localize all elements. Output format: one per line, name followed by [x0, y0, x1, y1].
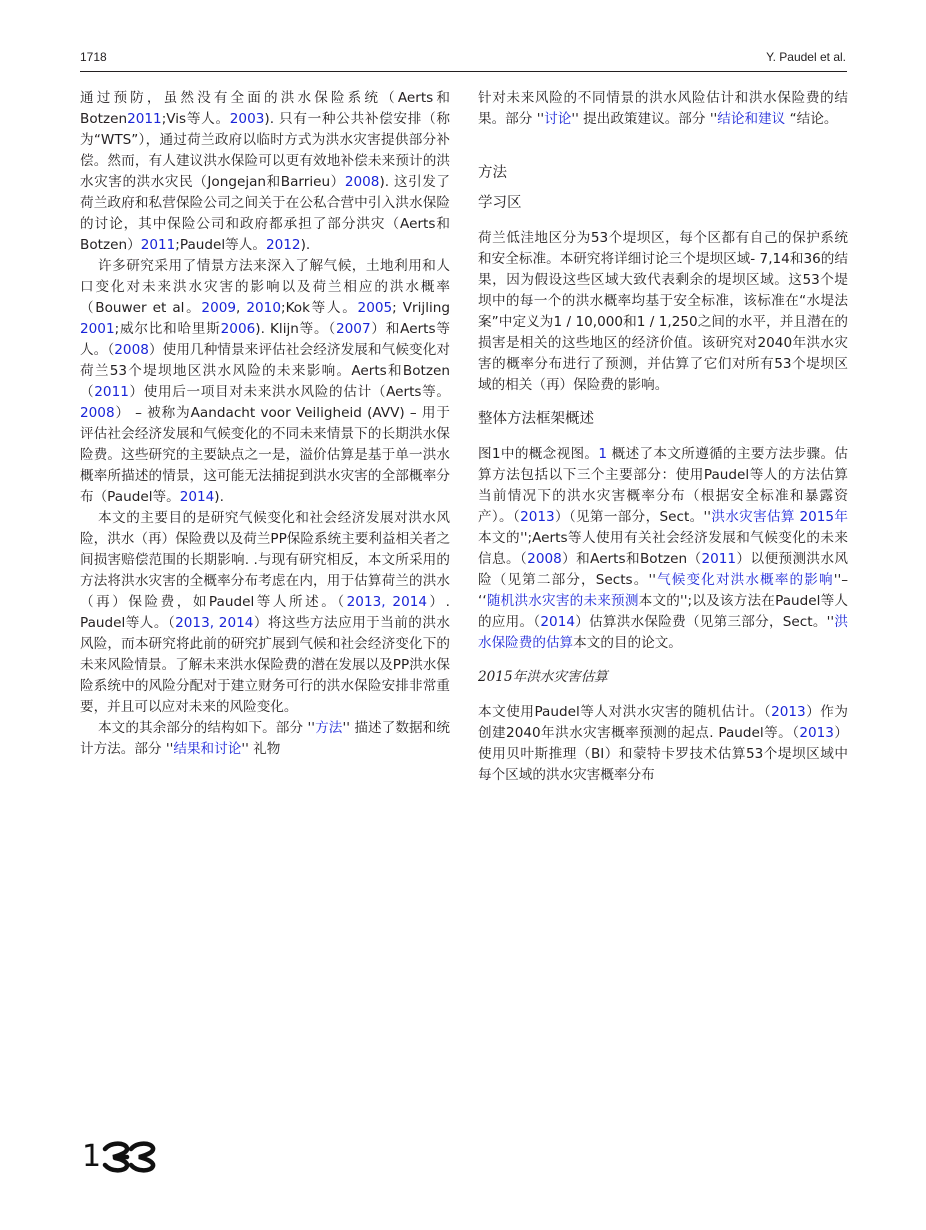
citation-link[interactable]: 2008 — [80, 405, 115, 421]
text-run: ）将这些方法应用于当前的洪水风险，而本研究将此前的研究扩展到气候和社会经济变化下的未来风险情景。了解未来洪水保险费的潜在发展以及PP洪水保险系统中的风险分配对于建立财务可行的洪水保险安排非常重要，并且可以应对未来的风险变化。 — [80, 615, 450, 715]
text-run: ）使用后一项目对未来洪水风险的估计（Aerts等。 — [128, 384, 450, 400]
text-run: ）. Paudel等人。（ — [80, 594, 450, 631]
citation-link[interactable]: 2008 — [114, 342, 149, 358]
text-run: 荷兰低洼地区分为53个堤坝区，每个区都有自己的保护系统和安全标准。本研究将详细讨论三个堤坝区域- 7,14和36的结果，因为假设这些区域大致代表剩余的堤坝区域。这53个堤坝中的每一个的洪水概率均基于安全标准，该标准在“水堤法案”中定义为1 / 10,000和1 / 1,250之间的水平，并且潜在的损害是相关的这些地区的经济价值。该研究对2040年洪水灾害的概率分布进行了预测，并估算了它们对所有53个堤坝区域的相关（再）保险费的影响。 — [478, 230, 848, 393]
citation-link[interactable]: 2009 — [201, 300, 237, 316]
text-run: 本文的其余部分的结构如下。部分 '' — [98, 720, 316, 736]
text-run: ;威尔比和哈里斯 — [114, 321, 221, 337]
text-run: ）使用几种情景来评估社会经济发展和气候变化对荷兰53个堤坝地区洪水风险的未来影响。Aerts和Botzen（ — [80, 342, 450, 400]
text-run: ）和Aerts和Botzen（ — [561, 551, 702, 567]
text-run: , — [236, 300, 247, 316]
text-run: ; Vrijling — [392, 300, 450, 316]
citation-link[interactable]: 洪水灾害估算 2015年 — [711, 509, 848, 525]
citation-link[interactable]: 2007 — [336, 321, 371, 337]
citation-link[interactable]: 2003 — [229, 111, 265, 127]
text-run: ）和Aerts等人。（ — [80, 321, 450, 358]
text-run: ）估算洪水保险费（见第三部分，Sect。'' — [575, 614, 835, 630]
citation-link[interactable]: 洪水保险费的估算 — [478, 614, 848, 651]
text-run: ）作为创建2040年洪水灾害概率预测的起点. Paudel等。（ — [478, 704, 849, 741]
paragraph-overview — [478, 444, 848, 654]
citation-link[interactable]: 随机洪水灾害的未来预测 — [486, 593, 639, 609]
citation-link[interactable]: 2013 — [771, 704, 806, 720]
citation-link[interactable]: 2001 — [80, 321, 115, 337]
header-rule — [80, 71, 847, 72]
citation-link[interactable]: 2011 — [701, 551, 737, 567]
citation-link[interactable]: 2010 — [246, 300, 281, 316]
section-heading-methods: 方法 — [478, 165, 507, 181]
citation-link[interactable]: 2011 — [127, 111, 162, 127]
citation-link[interactable]: 讨论 — [544, 111, 572, 127]
citation-link[interactable]: 2011 — [140, 237, 176, 253]
paragraph-main-objective — [80, 508, 450, 718]
subsection-heading-overview: 整体方法框架概述 — [478, 411, 594, 427]
text-run: ''– ‘‘ — [478, 572, 848, 609]
text-run: ;Kok等人。 — [280, 300, 358, 316]
paragraph-structure — [80, 718, 450, 760]
citation-link[interactable]: 2012 — [265, 237, 301, 253]
text-run: 本文使用Paudel等人对洪水灾害的随机估计。（ — [478, 704, 772, 720]
text-run: 许多研究采用了情景方法来深入了解气候，土地利用和人口变化对未来洪水灾害的影响以及荷兰相应的洪水概率（Bouwer et al。 — [80, 258, 450, 316]
paragraph-structure-continued — [478, 88, 848, 130]
citation-link[interactable]: 2008 — [344, 174, 380, 190]
text-run: 图1中的概念视图。 — [478, 446, 599, 462]
citation-link[interactable]: 2014 — [179, 489, 215, 505]
citation-link[interactable]: 气候变化对洪水概率的影响 — [655, 572, 834, 588]
text-run: ）使用贝叶斯推理（BI）和蒙特卡罗技术估算53个堤坝区域中每个区域的洪水灾害概率分布 — [478, 725, 848, 783]
text-run: ）以便预测洪水风险（见第二部分，Sects。'' — [478, 551, 849, 588]
text-run: '' 礼物 — [241, 741, 281, 757]
citation-link[interactable]: 2006 — [220, 321, 256, 337]
citation-link[interactable]: 2013, 2014 — [175, 615, 254, 631]
left-column — [80, 88, 450, 760]
publisher-logo — [82, 1140, 157, 1174]
citation-link[interactable]: 结论和建议 — [717, 111, 786, 127]
citation-link[interactable]: 结果和讨论 — [173, 741, 242, 757]
publisher-logo-23-glyph — [101, 1140, 157, 1174]
text-run: 本文的'';以及该方法在Paudel等人的应用。（ — [478, 593, 849, 630]
text-run: ). — [300, 237, 311, 253]
text-run: ;Vis等人。 — [161, 111, 230, 127]
text-run: ). Klijn等。（ — [255, 321, 336, 337]
publisher-logo-image: 1 — [82, 1139, 102, 1174]
text-run: 通过预防，虽然没有全面的洪水保险系统（Aerts和Botzen — [80, 90, 450, 127]
text-run: '' 描述了数据和统计方法。部分 '' — [80, 720, 450, 757]
citation-link[interactable]: 2013, 2014 — [346, 594, 428, 610]
text-run: ). 只有一种公共补偿安排（称为“WTS”），通过荷兰政府以临时方式为洪水灾害提供部分补偿。然而，有人建议洪水保险可以更有效地补偿未来预计的洪水灾害的洪水灾民（Jongejan和Barrieu） — [80, 111, 450, 190]
citation-link[interactable]: 2011 — [94, 384, 129, 400]
subsubsection-heading-flood-2015: 2015年洪水灾害估算 — [478, 669, 608, 685]
text-run: ） – 被称为Aandacht voor Veiligheid (AVV) – 用于评估社会经济发展和气候变化的不同未来情景下的长期洪水保险费。这些研究的主要缺点之一是，溢价估算是基于单一洪水概率所描述的情景，这可能无法捕捉到洪水灾害的全部概率分布（Paudel等。 — [80, 405, 450, 505]
citation-link[interactable]: 2005 — [357, 300, 393, 316]
page-number: 1718 — [80, 50, 107, 64]
text-run: 本文的目的论文。 — [573, 635, 682, 651]
citation-link[interactable]: 2014 — [540, 614, 575, 630]
right-column — [478, 88, 848, 786]
text-run: “结论。 — [785, 111, 838, 127]
citation-link[interactable]: 2013 — [520, 509, 555, 525]
paragraph-study-area — [478, 228, 848, 396]
subsection-heading-study-area: 学习区 — [478, 195, 522, 211]
page-header — [80, 50, 846, 68]
running-head-authors: Y. Paudel et al. — [766, 50, 846, 64]
text-run: ;Paudel等人。 — [175, 237, 266, 253]
text-run: 概述了本文所遵循的主要方法步骤。估算方法包括以下三个主要部分：使用Paudel等人的方法估算当前情况下的洪水灾害概率分布（根据安全标准和暴露资产）。（ — [478, 446, 848, 525]
text-run: ）（见第一部分，Sect。'' — [554, 509, 712, 525]
text-run: 本文的主要目的是研究气候变化和社会经济发展对洪水风险，洪水（再）保险费以及荷兰PP保险系统主要利益相关者之间损害赔偿范围的长期影响. .与现有研究相反，本文所采用的方法将洪水灾害的全概率分布考虑在内，用于估算荷兰的洪水（再）保险费，如Paudel等人所述。（ — [80, 510, 450, 610]
citation-link[interactable]: 方法 — [315, 720, 343, 736]
citation-link[interactable]: 2013 — [799, 725, 834, 741]
paragraph-scenario-studies — [80, 256, 450, 508]
text-run: ). 这引发了荷兰政府和私营保险公司之间关于在公私合营中引入洪水保险的讨论，其中保险公司和政府都承担了部分洪灾（Aerts和Botzen） — [80, 174, 450, 253]
text-run: 本文的'';Aerts等人使用有关社会经济发展和气候变化的未来信息。（ — [478, 530, 848, 567]
paragraph-intro-continued — [80, 88, 450, 256]
citation-link[interactable]: 2008 — [527, 551, 562, 567]
citation-link[interactable]: 1 — [598, 446, 608, 462]
text-run: ). — [214, 489, 224, 505]
paragraph-flood-estimation — [478, 702, 848, 786]
text-run: 针对未来风险的不同情景的洪水风险估计和洪水保险费的结果。部分 '' — [478, 90, 848, 127]
text-run: '' 提出政策建议。部分 '' — [571, 111, 718, 127]
